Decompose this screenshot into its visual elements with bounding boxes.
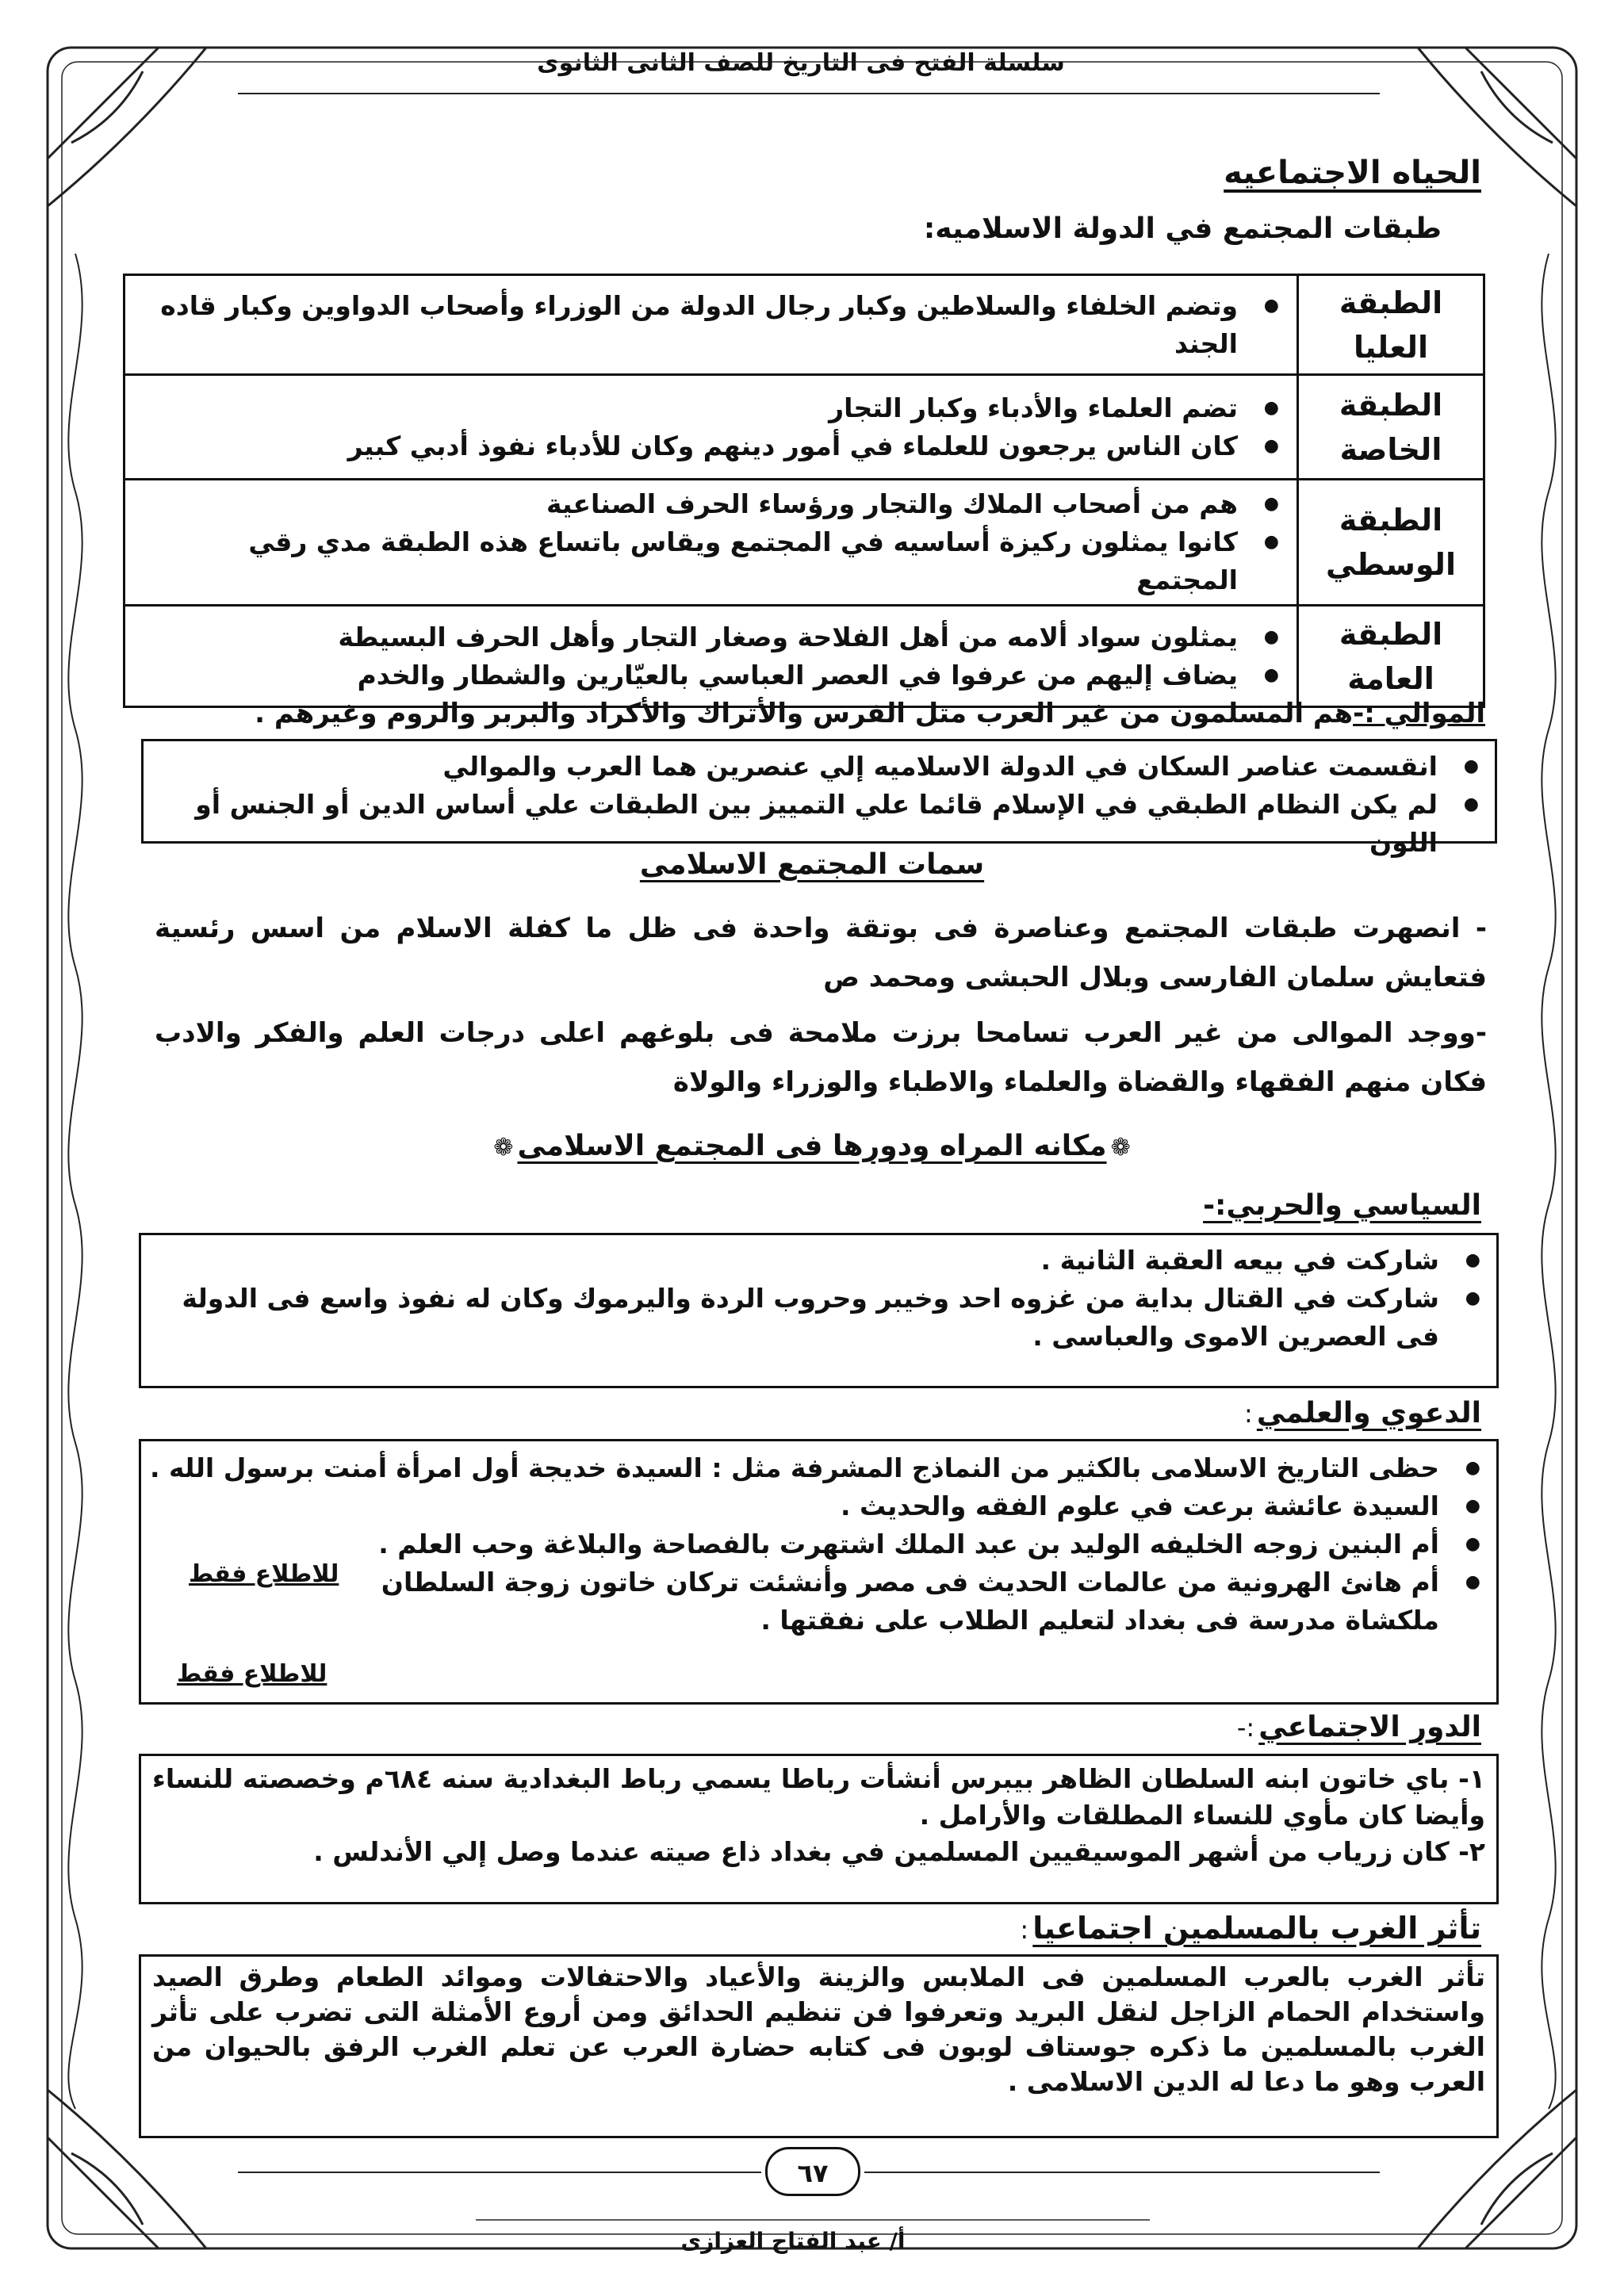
classes-intro: طبقات المجتمع في الدولة الاسلاميه: bbox=[923, 212, 1442, 245]
mawali-definition bbox=[137, 698, 1485, 729]
class-point: ● يضاف إليهم من عرفوا في العصر العباسي بالعيّارين والشطار والخدم bbox=[141, 656, 1287, 695]
class-row-upper bbox=[124, 275, 1484, 375]
west-influence-text: تأثر الغرب بالعرب المسلمين فى الملابس والزينة والأعياد والاحتفالات وموائد الطعام وطرق الصيد واستخدام الحمام الزاجل لنقل البريد وتعرفوا فن تنظيم الحدائق ومن أروع الأمثلة التى تضرب على تأثر الغرب بالمسلمين ما ذكره جوستاف لوبون فى كتابه حضارة العرب عن تعلم الغرب الرفق بالحيوان من العرب وهو ما دعا له الدين الاسلامى . bbox=[152, 1961, 1485, 2097]
social-role-line: ٢- كان زرياب من أشهر الموسيقيين المسلمين في بغداد ذاع صيته عندما وصل إلي الأندلس . bbox=[313, 1836, 1485, 1867]
scholarly-heading bbox=[1244, 1397, 1481, 1429]
class-row-common bbox=[124, 606, 1484, 707]
composition-point: ● انقسمت عناصر السكان في الدولة الاسلاميه إلي عنصرين هما العرب والموالي bbox=[151, 748, 1487, 786]
mawali-label: الموالي :- bbox=[1353, 698, 1485, 729]
political-point: ● شاركت في القتال بداية من غزوه احد وخيبر وحروب الردة واليرموك وكان له نفوذ واسع فى الدولة فى العصرين الاموى والعباسى . bbox=[149, 1280, 1488, 1356]
composition-point: ● لم يكن النظام الطبقي في الإسلام قائما علي التمييز بين الطبقات علي أساس الدين أو الجنس أو اللون bbox=[151, 786, 1487, 862]
class-name: الطبقة العامة bbox=[1298, 606, 1484, 707]
features-title-wrap bbox=[0, 848, 1624, 881]
west-influence-title: تأثر الغرب بالمسلمين اجتماعيا bbox=[1032, 1911, 1481, 1946]
political-point: ● شاركت في بيعه العقبة الثانية . bbox=[149, 1242, 1488, 1280]
social-role-suffix: :- bbox=[1236, 1712, 1255, 1743]
social-role-box bbox=[139, 1754, 1499, 1904]
scholarly-point: ● السيدة عائشة برعت في علوم الفقه والحديث . bbox=[149, 1487, 1488, 1525]
mawali-text: هم المسلمون من غير العرب مثل الفرس والأتراك والأكراد والبربر والروم وغيرهم . bbox=[255, 698, 1354, 729]
political-box bbox=[139, 1233, 1499, 1388]
scholarly-point-text: أم البنين زوجه الخليفه الوليد بن عبد الملك اشتهرت بالفصاحة والبلاغة وحب العلم . bbox=[378, 1529, 1439, 1559]
flower-ornament-icon: ❁ bbox=[493, 1134, 514, 1161]
class-row-middle bbox=[124, 480, 1484, 606]
for-info-note: للاطلاع فقط bbox=[189, 1560, 339, 1588]
scholarly-point bbox=[149, 1563, 1488, 1640]
scholarly-point-text: أم هانئ الهرونية من عالمات الحديث فى مصر وأنشئت تركان خاتون زوجة السلطان ملكشاة مدرسة فى بغداد لتعليم الطلاب على نفقتها . bbox=[381, 1567, 1439, 1636]
class-point: ● كان الناس يرجعون للعلماء في أمور دينهم وكان للأدباء نفوذ أدبي كبير bbox=[141, 427, 1287, 465]
features-paragraph-1: - انصهرت طبقات المجتمع وعناصرة فى بوتقة واحدة فى ظل ما كفلة الاسلام من اسس رئسية فتعايش سلمان الفارسى وبلال الحبشى ومحمد ص bbox=[155, 913, 1487, 993]
west-influence-colon: : bbox=[1020, 1915, 1029, 1945]
class-name: الطبقة العليا bbox=[1298, 275, 1484, 375]
class-point: ● يمثلون سواد ألامه من أهل الفلاحة وصغار التجار وأهل الحرف البسيطة bbox=[141, 618, 1287, 656]
political-title: السياسي والحربي:- bbox=[1203, 1189, 1481, 1222]
for-info-note: للاطلاع فقط bbox=[177, 1660, 327, 1688]
women-title-wrap bbox=[0, 1130, 1624, 1162]
women-title: مكانه المراه ودورها فى المجتمع الاسلامى bbox=[517, 1130, 1107, 1162]
scholarly-point bbox=[149, 1525, 1488, 1563]
west-influence-box bbox=[139, 1954, 1499, 2138]
social-role-title: الدور الاجتماعي bbox=[1258, 1711, 1481, 1743]
page-number: ٦٧ bbox=[765, 2147, 860, 2196]
class-name: الطبقة الوسطي bbox=[1298, 480, 1484, 606]
class-name: الطبقة الخاصة bbox=[1298, 375, 1484, 480]
scholarly-title: الدعوي والعلمي bbox=[1256, 1397, 1481, 1429]
flower-ornament-icon: ❁ bbox=[1110, 1134, 1131, 1161]
class-point: ● تضم العلماء والأدباء وكبار التجار bbox=[141, 389, 1287, 427]
features-paragraph-2: -ووجد الموالى من غير العرب تسامحا برزت ملامحة فى بلوغهم اعلى درجات العلم والفكر والادب فكان منهم الفقهاء والقضاة والعلماء والاطباء والوزراء والولاة bbox=[155, 1017, 1487, 1098]
class-point: ● كانوا يمثلون ركيزة أساسيه في المجتمع ويقاس باتساع هذه الطبقة مدي رقي المجتمع bbox=[141, 523, 1287, 599]
social-role-line: ١- باي خاتون ابنه السلطان الظاهر بيبرس أنشأت رباطا يسمي رباط البغدادية سنه ٦٨٤م وخصصته للنساء وأيضا كان مأوي للنساء المطلقات والأرامل . bbox=[152, 1763, 1485, 1831]
series-title: سلسلة الفتح فى التاريخ للصف الثانى الثانوى bbox=[537, 49, 1065, 77]
scholarly-box bbox=[139, 1439, 1499, 1705]
west-influence-heading bbox=[1020, 1911, 1481, 1946]
society-classes-table bbox=[123, 274, 1485, 708]
class-row-special bbox=[124, 375, 1484, 480]
social-role-heading bbox=[1237, 1711, 1481, 1743]
features-title: سمات المجتمع الاسلامى bbox=[639, 848, 985, 881]
class-point: ● هم من أصحاب الملاك والتجار ورؤساء الحرف الصناعية bbox=[141, 485, 1287, 523]
composition-box bbox=[141, 739, 1497, 858]
social-life-title: الحياه الاجتماعيه bbox=[1224, 155, 1481, 191]
class-point: ● وتضم الخلفاء والسلاطين وكبار رجال الدولة من الوزراء وأصحاب الدواوين وكبار قاده الجند bbox=[141, 287, 1287, 363]
author-name: أ/ عبد الفتاح العزازى bbox=[680, 2228, 906, 2254]
scholarly-colon: : bbox=[1243, 1399, 1253, 1429]
scholarly-point: ● حظى التاريخ الاسلامى بالكثير من النماذج المشرفة مثل : السيدة خديجة أول امرأة أمنت برسول الله . bbox=[149, 1449, 1488, 1487]
